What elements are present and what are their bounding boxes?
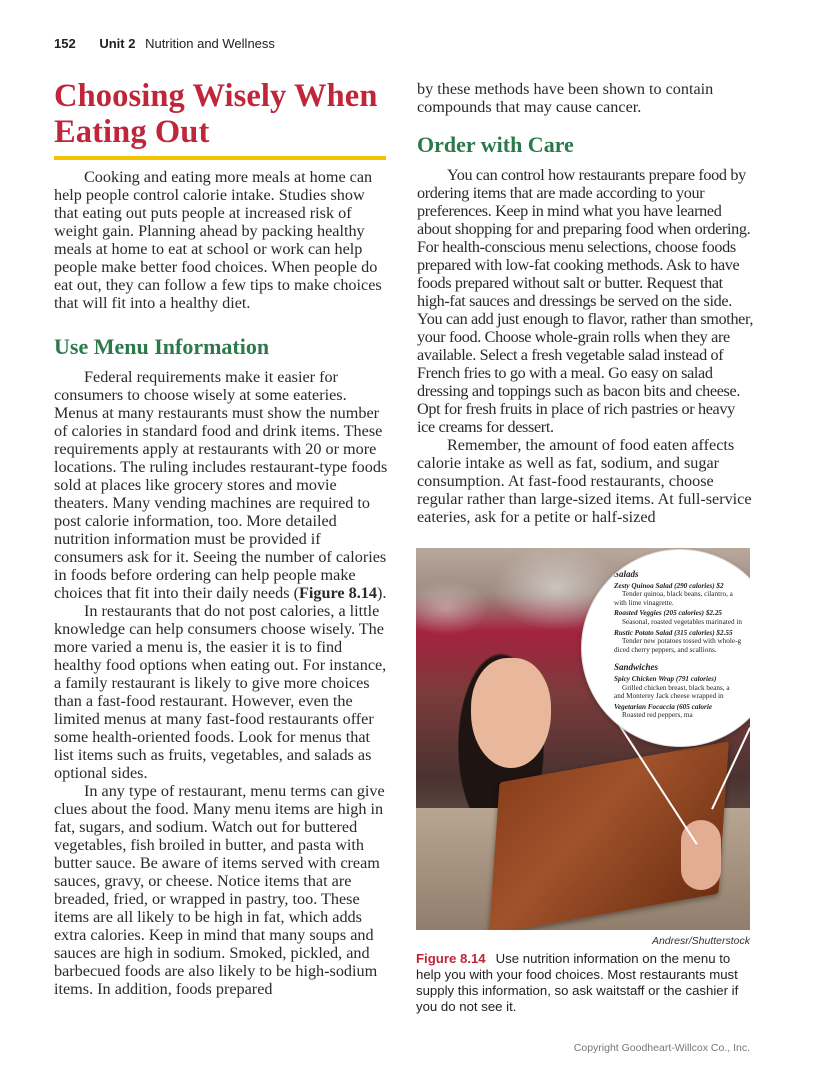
title-line-1: Choosing Wisely When bbox=[54, 78, 378, 114]
menu-category-sandwiches: Sandwiches bbox=[614, 662, 659, 673]
menu-item-desc: Tender new potatoes tossed with whole-g bbox=[622, 637, 742, 646]
running-head bbox=[54, 36, 275, 51]
figure-caption bbox=[416, 951, 754, 1015]
menu-paragraph-1-end: ). bbox=[376, 584, 387, 602]
magnified-menu-callout bbox=[582, 550, 750, 746]
menu-paragraph-3: In any type of restaurant, menu terms can give clues about the food. Many menu items are high in fat, sugars, and sodium. Watch out for buttered vegetables, fish broiled in butter, and pasta with butter sauce. Be aware of items served with cream sauces, gravy, or cheese. Notice items that are breaded, fried, or wrapped in pastry, too. These items are all likely to be high in fat, which adds extra calories. Keep in mind that many soups and sauces are high in sodium. Smoked, pickled, and barbecued foods are also likely to be high-sodium items. In addition, foods prepared bbox=[54, 782, 385, 998]
title-underline-rule bbox=[54, 156, 386, 160]
title-line-2: Eating Out bbox=[54, 114, 210, 150]
menu-item-desc: and Monterey Jack cheese wrapped in bbox=[614, 692, 724, 701]
order-paragraph-1: You can control how restaurants prepare food by ordering items that are made according to your preferences. Keep in mind what you have learned about shopping for and preparing food when ordering. For health-conscious menu selections, choose foods prepared with low-fat cooking methods. Ask to have foods prepared without salt or butter. Request that high-fat sauces and dressings be served on the side. You can add just enough to flavor, rather than smother, your food. Choose whole-grain rolls when they are available. Select a fresh vegetable salad instead of French fries to go with a meal. Go easy on salad dressing and toppings such as bacon bits and cheese. Opt for fresh fruits in place of rich pastries or heavy ice creams for dessert. bbox=[417, 166, 754, 436]
menu-item: Zesty Quinoa Salad (290 calories) $2 bbox=[614, 581, 724, 590]
copyright-footer: Copyright Goodheart-Willcox Co., Inc. bbox=[573, 1042, 750, 1054]
intro-paragraph: Cooking and eating more meals at home can help people control calorie intake. Studies show that eating out puts people at increased risk of weight gain. Planning ahead by packing healthy meals at home to eat at school or work can help people make better food choices. When people do eat out, they can follow a few tips to make choices that will fit into a healthy diet. bbox=[54, 168, 382, 312]
page-number: 152 bbox=[54, 36, 76, 51]
page-title bbox=[54, 78, 390, 150]
photo-credit: Andresr/Shutterstock bbox=[651, 935, 750, 947]
photo-face bbox=[471, 658, 551, 768]
menu-item-desc: Roasted red peppers, ma bbox=[622, 711, 693, 720]
left-column bbox=[54, 78, 390, 998]
menu-paragraph-3-continued: by these methods have been shown to contain compounds that may cause cancer. bbox=[417, 80, 714, 116]
order-paragraph-2: Remember, the amount of food eaten affects calorie intake as well as fat, sodium, and sugar consumption. At fast-food restaurants, choose regular rather than large-sized items. At full-service eateries, ask for a petite or half-sized bbox=[417, 436, 752, 526]
menu-item: Roasted Veggies (205 calories) $2.25 bbox=[614, 609, 723, 618]
menu-item-desc: Tender quinoa, black beans, cilantro, a bbox=[622, 590, 733, 599]
menu-item: Spicy Chicken Wrap (791 calories) bbox=[614, 674, 717, 683]
menu-paragraph-2: In restaurants that do not post calories, a little knowledge can help consumers choose wisely. The more varied a menu is, the easier it is to find healthy food options when eating out. For instance, a family restaurant is likely to give more choices than a fast-food restaurant. However, even the limited menus at many fast-food restaurants offer some health-oriented foods. Look for menus that list items such as fruits, vegetables, and salads as optional sides. bbox=[54, 602, 387, 782]
heading-order-with-care: Order with Care bbox=[417, 132, 574, 157]
unit-label: Unit 2 bbox=[99, 36, 136, 51]
menu-item: Vegetarian Focaccia (605 calorie bbox=[614, 702, 713, 711]
menu-category-salads: Salads bbox=[614, 569, 639, 579]
right-column bbox=[417, 80, 755, 526]
figure-photo-woman-reading-menu bbox=[416, 548, 750, 930]
heading-use-menu-information: Use Menu Information bbox=[54, 334, 270, 359]
magnified-menu-text bbox=[614, 568, 750, 720]
menu-item: Rustic Potato Salad (315 calories) $2.55 bbox=[614, 628, 733, 637]
menu-item-desc: Grilled chicken breast, black beans, a bbox=[622, 683, 730, 692]
menu-paragraph-1-text: Federal requirements make it easier for consumers to choose wisely at some eateries. Menus at many restaurants must show the number of calories in standard food and drink items. These requirements apply at restaurants with 20 or more locations. The ruling includes restaurant-type foods sold at places like grocery stores and movie theaters. Many vending machines are required to post calorie information, too. More detailed nutrition information must be provided if consumers ask for it. Seeing the number of calories in foods before ordering can help people make choices that fit into their daily needs ( bbox=[54, 368, 388, 602]
menu-item-desc: diced cherry peppers, and scallions. bbox=[614, 645, 717, 654]
figure-label: Figure 8.14 bbox=[416, 951, 486, 966]
unit-title: Nutrition and Wellness bbox=[145, 36, 275, 51]
figure-reference-link[interactable]: Figure 8.14 bbox=[299, 584, 377, 602]
menu-paragraph-1 bbox=[54, 368, 390, 602]
menu-item-desc: Seasonal, roasted vegetables marinated in bbox=[622, 617, 742, 626]
figure-caption-text: Use nutrition information on the menu to help you with your food choices. Most restaurants must supply this information, so ask waitstaff or the cashier if you do not see it. bbox=[416, 951, 739, 1014]
menu-item-desc: with lime vinagrette. bbox=[614, 598, 674, 607]
